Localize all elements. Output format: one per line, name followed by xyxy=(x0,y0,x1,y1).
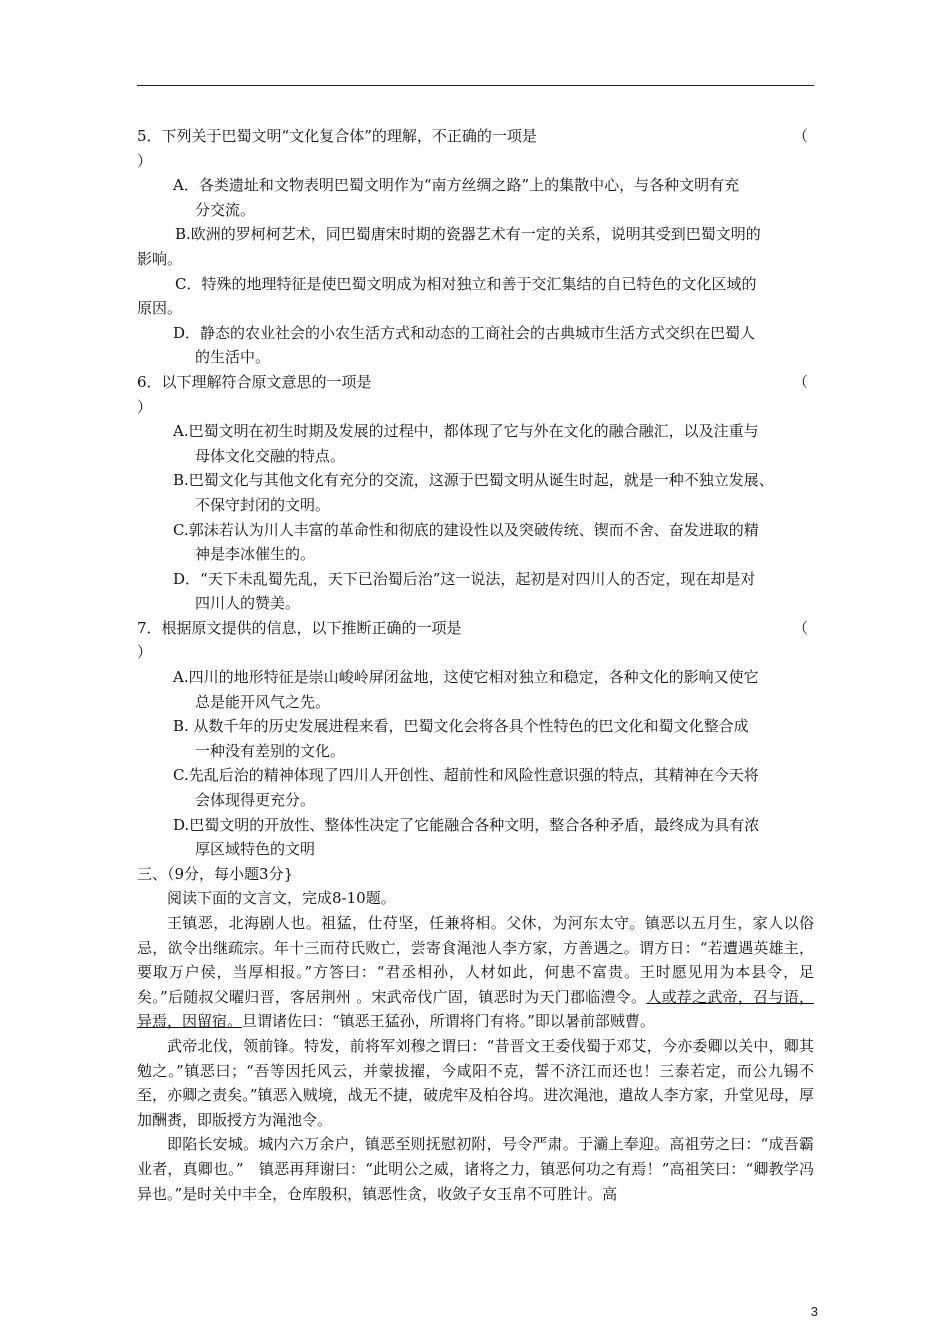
option-c: C.郭沫若认为川人丰富的革命性和彻底的建设性以及突破传统、锲而不舍、奋发进取的精 神是李冰催生的。 xyxy=(173,520,759,564)
answer-paren-open: （ xyxy=(792,127,808,145)
question-stem-text: 5．下列关于巴蜀文明“文化复合体”的理解，不正确的一项是 xyxy=(137,127,537,145)
option-b: B.欧洲的罗柯柯艺术，同巴蜀唐宋时期的瓷器艺术有一定的关系，说明其受到巴蜀文明的 影响。 xyxy=(137,225,761,268)
answer-paren-open: （ xyxy=(792,618,808,637)
passage-paragraph-2: 武帝北伐，领前锋。特发，前将军刘穆之谓曰：“昔晋文王委伐蜀于邓艾，今亦委卿以关中，卿其勉之。”镇恶曰；“吾等因托风云，并蒙拔擢，今咸阳不克，誓不济江而还也！三泰若定，而公九锡不至，亦卿之责矣。”镇恶入贼境，战无不捷，破虎牢及柏谷坞。进次渑池，遣故人李方家，升堂见母，厚加酬赉，即版授方为渑池令。 xyxy=(137,1036,814,1129)
option-c: C.先乱后治的精神体现了四川人开创性、超前性和风险性意识强的特点，其精神在今天将 会体现得更充分。 xyxy=(173,766,759,810)
option-d: D.巴蜀文明的开放性、整体性决定了它能融合各种文明，整合各种矛盾，最终成为具有浓 厚区域特色的文明 xyxy=(173,815,760,859)
page-number: 3 xyxy=(810,1304,818,1319)
option-a: A．各类遗址和文物表明巴蜀文明作为“南方丝绸之路”上的集散中心，与各种文明有充 分交流。 xyxy=(173,176,740,219)
option-b: B.巴蜀文化与其他文化有充分的交流，这源于巴蜀文明从诞生时起，就是一种不独立发展、 不保守封闭的文明。 xyxy=(173,471,774,514)
page-content xyxy=(137,124,814,1206)
question-7 xyxy=(137,616,814,862)
section-heading: 三、（9分，每小题3分} xyxy=(137,864,294,883)
question-stem xyxy=(137,370,814,395)
section-instruction: 阅读下面的文言文，完成8-10题。 xyxy=(167,889,396,908)
option-a: A.巴蜀文明在初生时期及发展的过程中，都体现了它与外在文化的融合融汇，以及注重与 母体文化交融的特点。 xyxy=(173,422,759,465)
question-5 xyxy=(137,124,814,370)
answer-paren-close: ） xyxy=(137,397,153,416)
passage-paragraph-3: 即陷长安城。城内六万余户，镇恶至则抚慰初附，号令严肃。于灞上奉迎。高祖劳之曰：“成吾霸业者，真卿也。” 镇恶再拜谢曰：“此明公之威，诸将之力，镇恶何功之有焉！”高祖笑曰：“卿教学冯异也。”是时关中丰全，仓库殷积，镇恶性贪，收敛子女玉帛不可胜计。高 xyxy=(137,1135,814,1203)
question-stem-text: 7．根据原文提供的信息，以下推断正确的一项是 xyxy=(137,618,462,637)
option-d: D．静态的农业社会的小农生活方式和动态的工商社会的古典城市生活方式交织在巴蜀人 的生活中。 xyxy=(173,323,756,367)
question-stem xyxy=(137,124,814,149)
passage-paragraph-1: 王镇恶，北海剧人也。祖猛，仕苻坚，任兼将相。父休，为河东太守。镇恶以五月生，家人以俗忌，欲令出继疏宗。年十三而苻氏败亡，尝寄食渑池人李方家，方善遇之。谓方日：“若遭遇英雄主，要取万户侯，当厚相报。”方答曰：“君丞相孙，人材如此，何患不富贵。王时愿见用为本县令，足矣。”后随叔父曜归晋，客居荆州 。宋武帝伐广固，镇恶时为天门郡临澧令。人或荐之武帝，召与语，异焉，因留宿。旦谓诸佐曰：“镇恶王猛孙，所谓将门有将。”即以暑前部贼曹。 xyxy=(137,914,814,1031)
section-3 xyxy=(137,862,814,1206)
question-6 xyxy=(137,370,814,616)
question-stem xyxy=(137,616,814,641)
underlined-sentence: 人或荐之武帝，召与语，异焉，因留宿。 xyxy=(137,987,814,1031)
answer-paren-open: （ xyxy=(792,372,808,391)
option-b: B. 从数千年的历史发展进程来看，巴蜀文化会将各具个性特色的巴文化和蜀文化整合成 一种没有差别的文化。 xyxy=(173,717,749,760)
question-stem-text: 6．以下理解符合原文意思的一项是 xyxy=(137,372,372,391)
header-rule xyxy=(137,85,814,86)
answer-paren-close: ） xyxy=(137,151,153,170)
option-d: D．“天下未乱蜀先乱，天下已治蜀后治”这一说法，起初是对四川人的否定，现在却是对 四川人的赞美。 xyxy=(173,569,756,613)
answer-paren-close: ） xyxy=(137,643,153,662)
option-c: C．特殊的地理特征是使巴蜀文明成为相对独立和善于交汇集结的自已特色的文化区域的 原因。 xyxy=(137,274,757,318)
option-a: A.四川的地形特征是崇山峻岭屏闭盆地，这使它相对独立和稳定，各种文化的影响又使它 总是能开风气之先。 xyxy=(173,668,759,711)
